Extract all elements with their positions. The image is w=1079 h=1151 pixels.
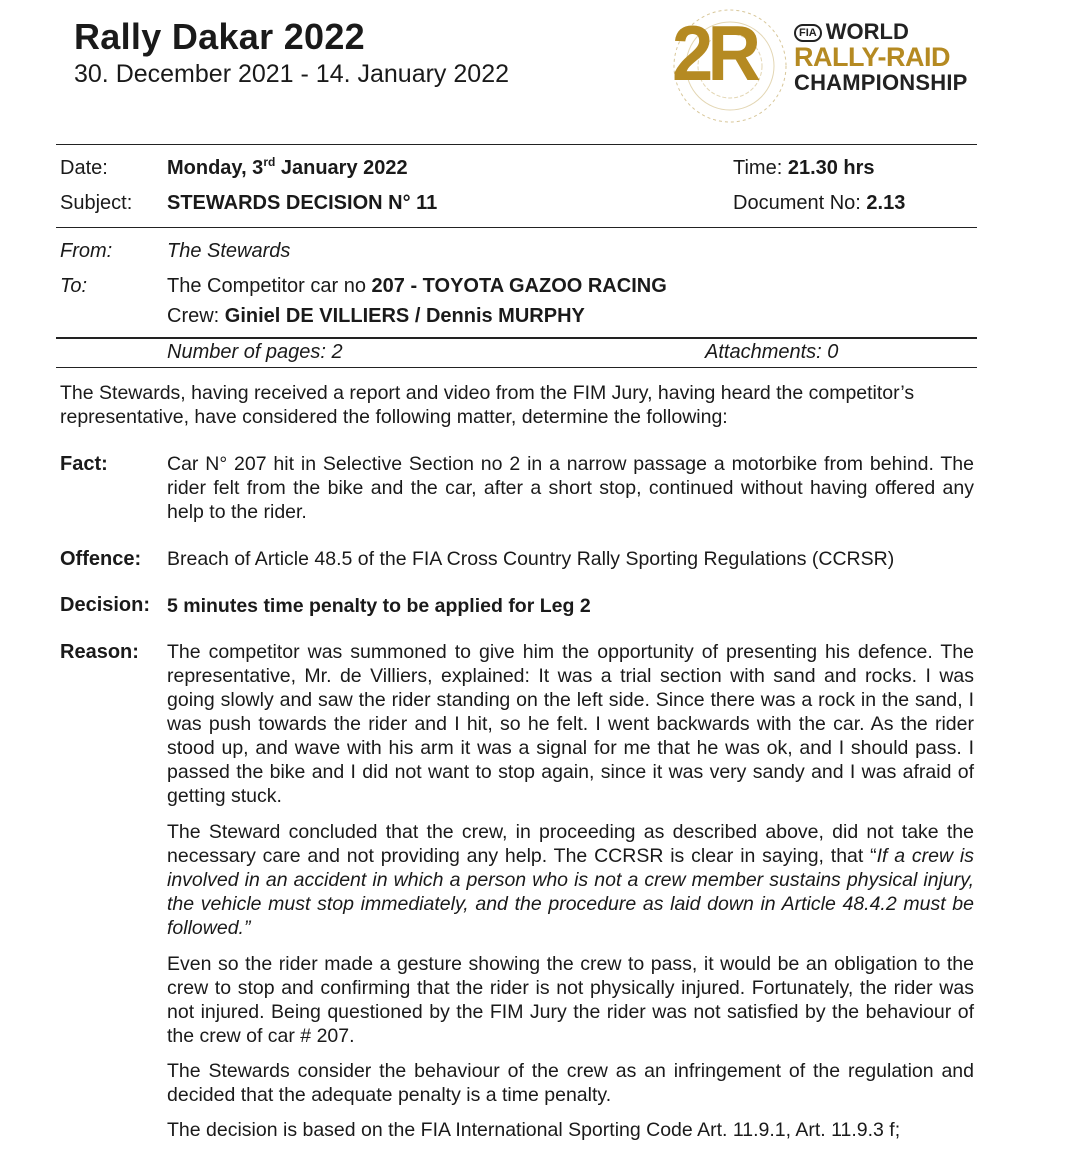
reason-paragraph-1: The competitor was summoned to give him the opportunity of presenting his defence. The representative, Mr. de Villiers, explained: It was a trial section with sand and rocks. I was going slowly and saw the rider standing on the left side. Since there was a rock in the sand, I was push towards the rider and I hit, so he felt. I went backwards with the car. As the rider stood up, and wave with his arm it was a signal for me that he was ok, and I should pass. I passed the bike and I did not want to stop again, since it was very sandy and I was afraid of getting stuck.: [167, 641, 974, 807]
offence-text: Breach of Article 48.5 of the FIA Cross Country Rally Sporting Regulations (CCRSR): [167, 548, 895, 570]
meta-divider: [56, 227, 977, 228]
date-value: Monday, 3rd January 2022: [167, 155, 408, 179]
subject-value: STEWARDS DECISION N° 11: [167, 192, 438, 214]
reason-paragraph-5: The decision is based on the FIA International Sporting Code Art. 11.9.1, Art. 11.9.3 f;: [167, 1119, 901, 1141]
time-field: Time: 21.30 hrs: [733, 157, 875, 179]
document-number-field: Document No: 2.13: [733, 192, 906, 214]
to-value: The Competitor car no 207 - TOYOTA GAZOO RACING: [167, 275, 667, 297]
offence-label: Offence:: [60, 548, 142, 570]
time-value: 21.30 hrs: [787, 157, 875, 179]
logo-line-world: WORLD: [825, 19, 909, 44]
crew-value: Crew: Giniel DE VILLIERS / Dennis MURPHY: [167, 305, 585, 327]
reason-label: Reason:: [60, 641, 139, 663]
event-dates: 30. December 2021 - 14. January 2022: [74, 60, 509, 88]
logo-wordmark: [794, 20, 968, 95]
logo-line-rally-raid: RALLY-RAID: [794, 42, 951, 73]
from-label: From:: [60, 240, 113, 262]
date-label: Date:: [60, 157, 108, 179]
attachments-count: Attachments: 0: [705, 341, 839, 363]
subject-label: Subject:: [60, 192, 133, 214]
pages-divider: [56, 367, 977, 368]
logo-2r-mark: 2R: [672, 9, 756, 97]
decision-label: Decision:: [60, 594, 151, 616]
document-number-value: 2.13: [866, 192, 906, 214]
reason-paragraph-2: The Steward concluded that the crew, in proceeding as described above, did not take the necessary care and not providing any help. The CCRSR is clear in saying, that “If a crew is involved in an accident in which a person who is not a crew member sustains physical injury, the vehicle must stop immediately, and the procedure as laid down in Article 48.4.2 must be followed.”: [167, 821, 975, 939]
fact-label: Fact:: [60, 453, 108, 475]
from-value: The Stewards: [167, 240, 291, 262]
routing-divider: [56, 337, 977, 339]
fia-badge: FIA: [794, 24, 822, 42]
reason-paragraph-3: Even so the rider made a gesture showing the crew to pass, it would be an obligation to the crew to stop and confirming that the rider is not physically injured. Fortunately, the rider was not injured. Being questioned by the FIM Jury the rider was not satisfied by the behaviour of the crew of car # 207.: [167, 953, 974, 1047]
championship-logo: [664, 0, 984, 126]
document-title: Rally Dakar 2022: [74, 16, 366, 57]
header-divider: [56, 144, 977, 145]
reason-paragraph-4: The Stewards consider the behaviour of the crew as an infringement of the regulation and decided that the adequate penalty is a time penalty.: [167, 1060, 974, 1106]
intro-paragraph: The Stewards, having received a report and video from the FIM Jury, having heard the competitor’s representative, have considered the following matter, determine the following:: [60, 382, 915, 428]
logo-line-championship: CHAMPIONSHIP: [794, 70, 968, 96]
fact-text: Car N° 207 hit in Selective Section no 2 in a narrow passage a motorbike from behind. The rider felt from the bike and the car, after a short stop, continued without having offered any help to the rider.: [167, 453, 974, 523]
to-label: To:: [60, 275, 88, 297]
number-of-pages: Number of pages: 2: [167, 341, 343, 363]
regulation-quote: If a crew is involved in an accident in which a person who is not a crew member sustains physical injury, the vehicle must stop immediately, and the procedure as laid down in Article 48.4.2 must be followed.”: [167, 845, 975, 939]
decision-text: 5 minutes time penalty to be applied for Leg 2: [167, 595, 591, 617]
